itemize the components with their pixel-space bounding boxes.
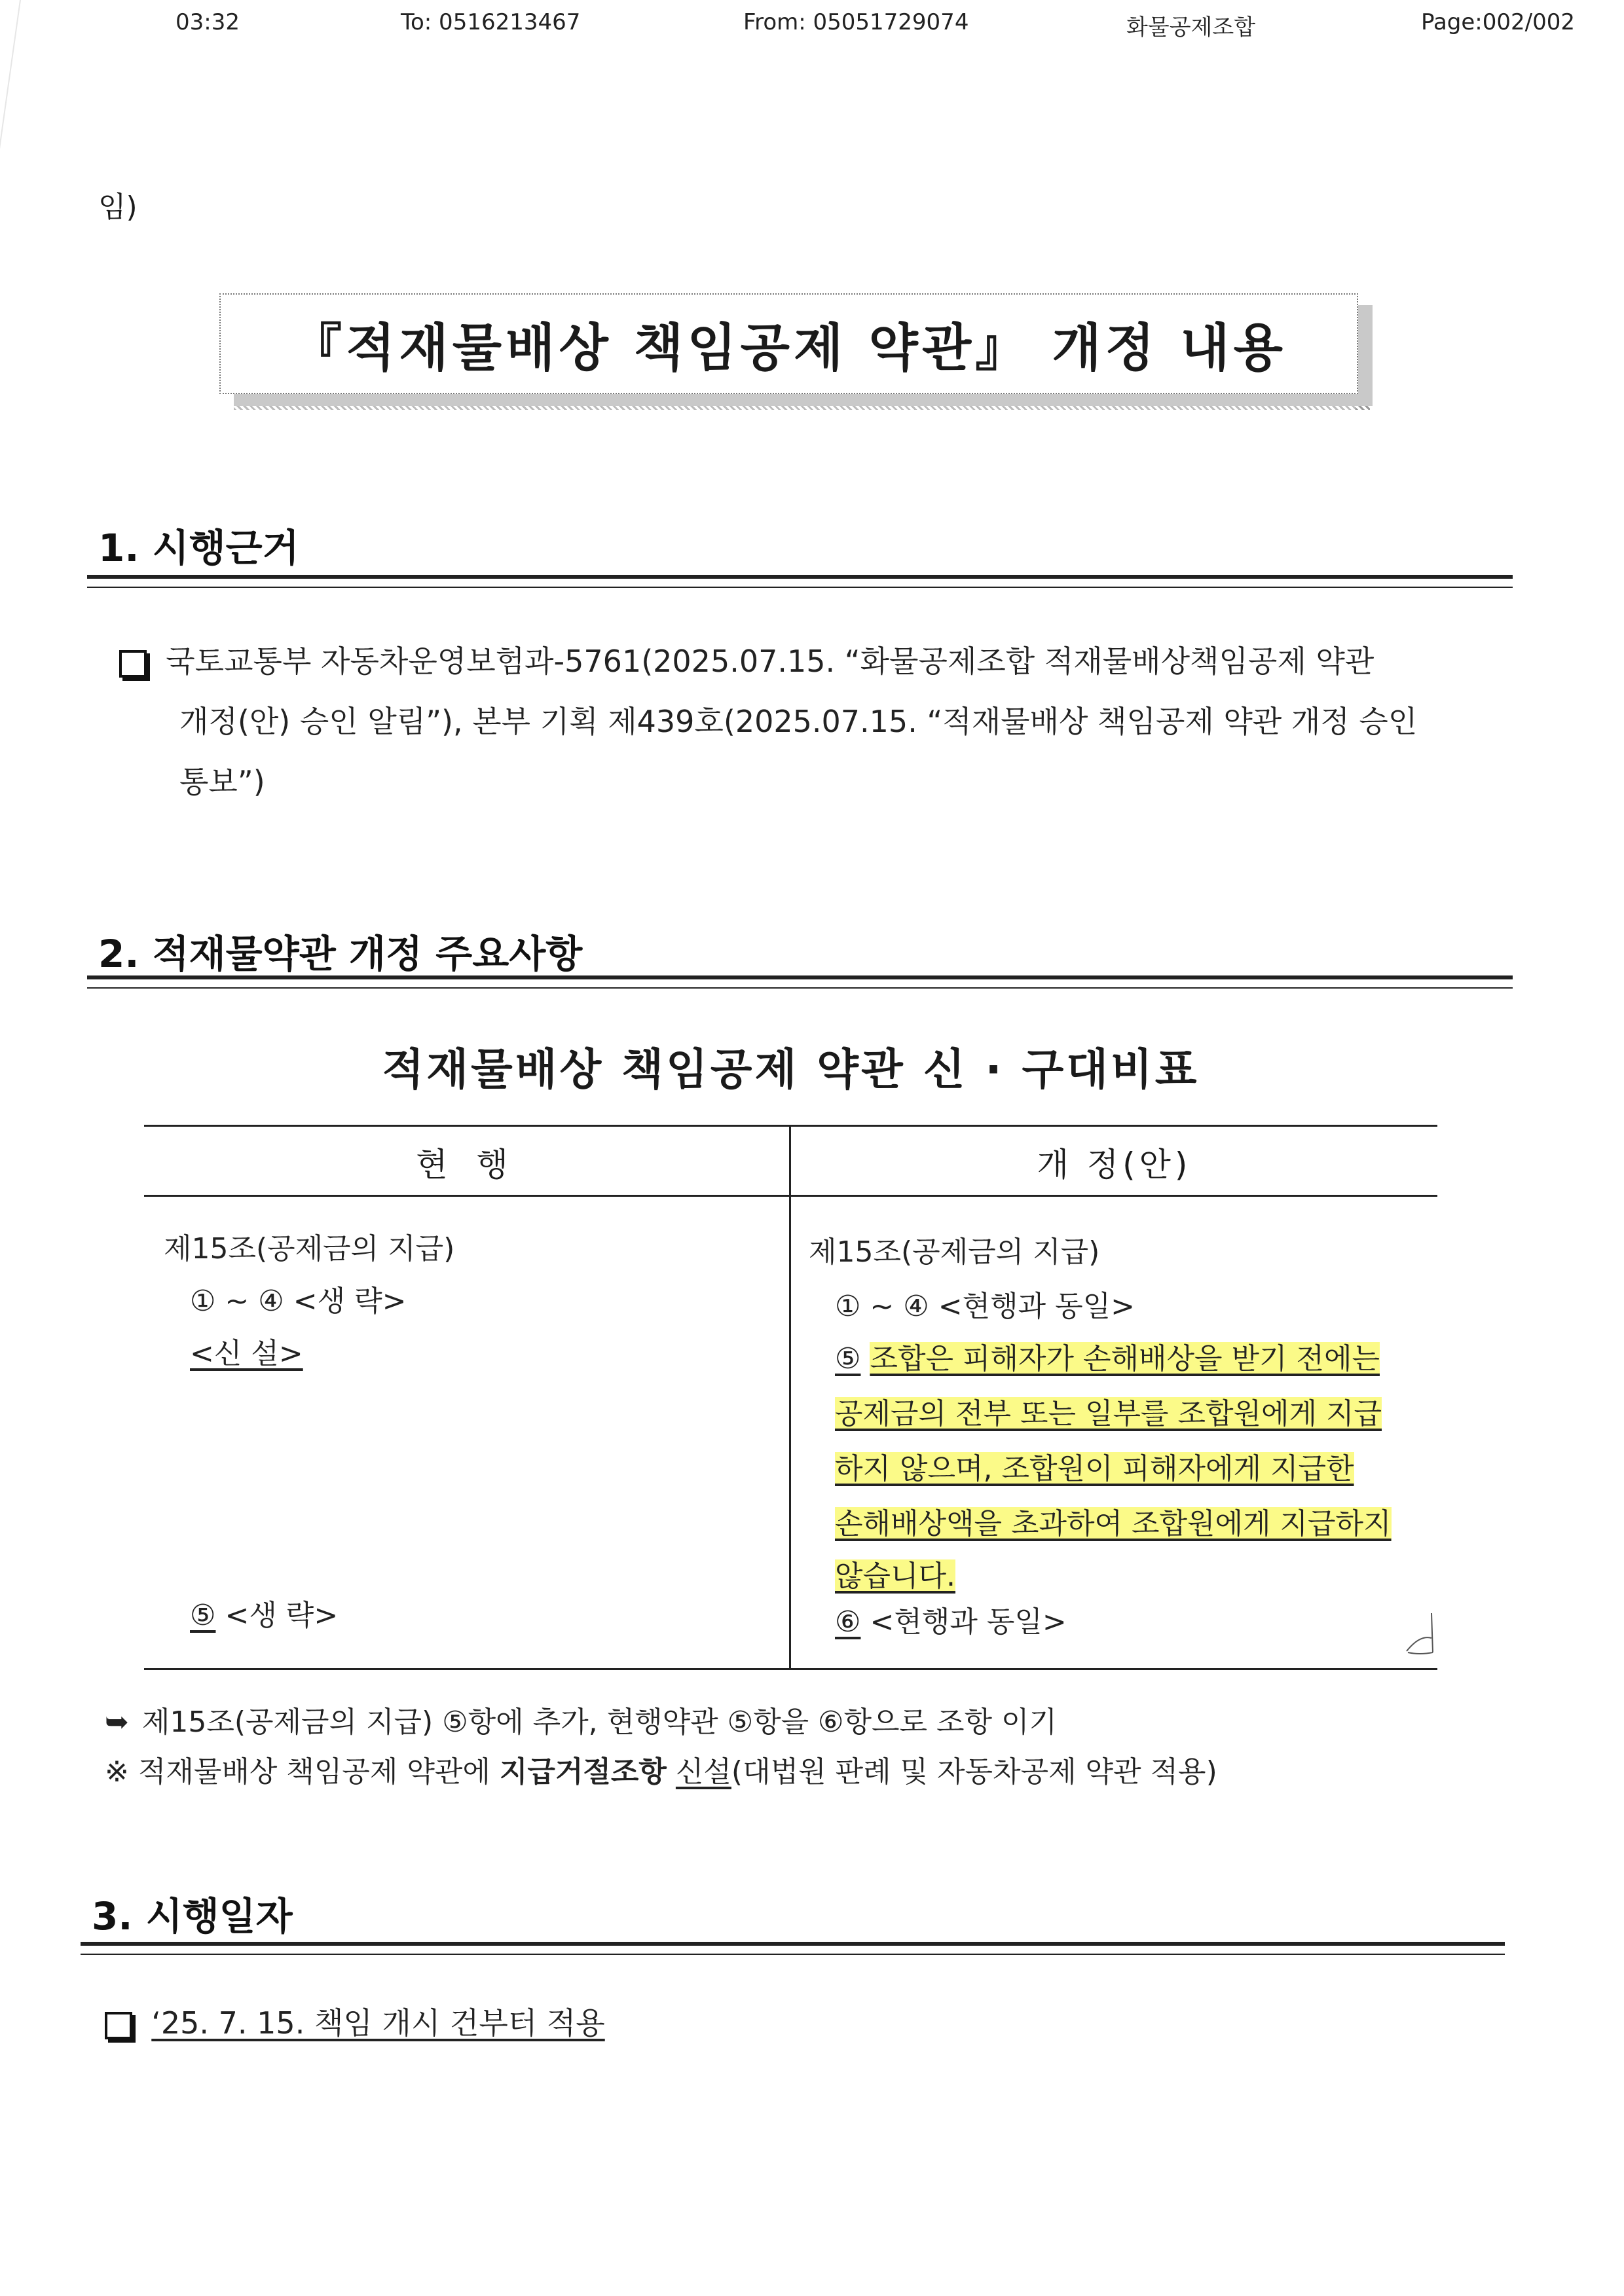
section1-body xyxy=(119,631,1521,812)
section1-heading: 1. 시행근거 xyxy=(98,526,299,570)
note-ref-prefix: ※ 적재물배상 책임공제 약관에 xyxy=(105,1755,500,1789)
section3-rule xyxy=(81,1942,1505,1955)
section3-text: ‘25. 7. 15. 책임 개시 건부터 적용 xyxy=(151,2005,605,2041)
pen-mark-icon xyxy=(1400,1612,1439,1658)
fax-time: 03:32 xyxy=(175,9,240,35)
current-new-clause: <신 설> xyxy=(190,1337,303,1370)
fax-header xyxy=(0,9,1624,48)
current-omit-5 xyxy=(190,1592,338,1633)
corner-fragment-text: 임) xyxy=(98,191,138,224)
revised-clause6-text: <현행과 동일> xyxy=(870,1605,1067,1639)
table-caption: 적재물배상 책임공제 약관 신 · 구대비표 xyxy=(382,1044,1200,1095)
title-box xyxy=(219,293,1358,394)
scan-edge-shadow xyxy=(0,0,21,524)
note-ref-underline: 신설 xyxy=(675,1755,731,1789)
revised-same-6 xyxy=(835,1598,1067,1640)
note-arrow-line xyxy=(105,1698,1057,1740)
document-title: 『적재물배상 책임공제 약관』 개정 내용 xyxy=(291,319,1287,378)
section3-body xyxy=(105,1993,605,2053)
revised-new-clause-line3 xyxy=(835,1445,1354,1487)
column-header-current: 현 행 xyxy=(416,1146,517,1184)
revised-new-clause-line1 xyxy=(835,1335,1380,1377)
section1-line2: 개정(안) 승인 알림”), 본부 기획 제439호(2025.07.15. “적재물배상 책임공제 약관 개정 승인 xyxy=(179,704,1418,739)
revised-clause5-text2: 공제금의 전부 또는 일부를 조합원에게 지급 xyxy=(835,1397,1382,1430)
fax-sender: 화물공제조합 xyxy=(1126,14,1256,41)
revised-clause5-text3: 하지 않으며, 조합원이 피해자에게 지급한 xyxy=(835,1452,1354,1485)
section1-line1: 국토교통부 자동차운영보험과-5761(2025.07.15. “화물공제조합 적재물배상책임공제 약관 xyxy=(166,644,1375,679)
revised-new-clause-line5 xyxy=(835,1552,955,1594)
section3-heading: 3. 시행일자 xyxy=(92,1894,293,1939)
revised-clause5-number: ⑤ xyxy=(835,1342,861,1376)
revised-new-clause-line2 xyxy=(835,1390,1382,1432)
revised-article: 제15조(공제금의 지급) xyxy=(809,1235,1100,1269)
checkbox-icon xyxy=(105,2012,132,2039)
comparison-table xyxy=(144,1125,1437,1670)
column-header-revised: 개 정(안) xyxy=(1037,1146,1192,1184)
current-article: 제15조(공제금의 지급) xyxy=(164,1232,455,1266)
fax-page: Page:002/002 xyxy=(1421,9,1576,35)
header-rule xyxy=(144,1195,1437,1197)
revised-clause6-number: ⑥ xyxy=(835,1605,861,1639)
section2-rule xyxy=(87,975,1513,989)
revised-same-1-4: ① ~ ④ <현행과 동일> xyxy=(835,1290,1135,1323)
note-ref-space xyxy=(667,1755,676,1789)
current-clause5-number: ⑤ xyxy=(190,1599,216,1632)
section1-line3: 통보”) xyxy=(179,764,265,799)
section1-rule xyxy=(87,575,1513,588)
checkbox-icon xyxy=(119,650,147,678)
note-ref-suffix: (대법원 판례 및 자동차공제 약관 적용) xyxy=(731,1755,1217,1789)
column-divider xyxy=(789,1127,791,1668)
revised-clause5-text4: 손해배상액을 초과하여 조합원에게 지급하지 xyxy=(835,1507,1392,1540)
revised-clause5-text1: 조합은 피해자가 손해배상을 받기 전에는 xyxy=(870,1342,1380,1376)
arrow-right-icon: ➥ xyxy=(105,1705,129,1739)
current-omit-1-4: ① ~ ④ <생 략> xyxy=(190,1285,407,1318)
current-clause5-text: <생 략> xyxy=(225,1599,339,1632)
note-ref-bold: 지급거절조항 xyxy=(499,1755,667,1789)
revised-new-clause-line4 xyxy=(835,1500,1392,1542)
fax-to: To: 0516213467 xyxy=(401,9,581,35)
revised-clause5-text5: 않습니다. xyxy=(835,1559,956,1593)
note-arrow-text: 제15조(공제금의 지급) ⑤항에 추가, 현행약관 ⑤항을 ⑥항으로 조항 이기 xyxy=(141,1705,1058,1739)
fax-from: From: 05051729074 xyxy=(743,9,969,35)
note-reference-line xyxy=(105,1748,1217,1790)
section2-heading: 2. 적재물약관 개정 주요사항 xyxy=(98,932,583,976)
